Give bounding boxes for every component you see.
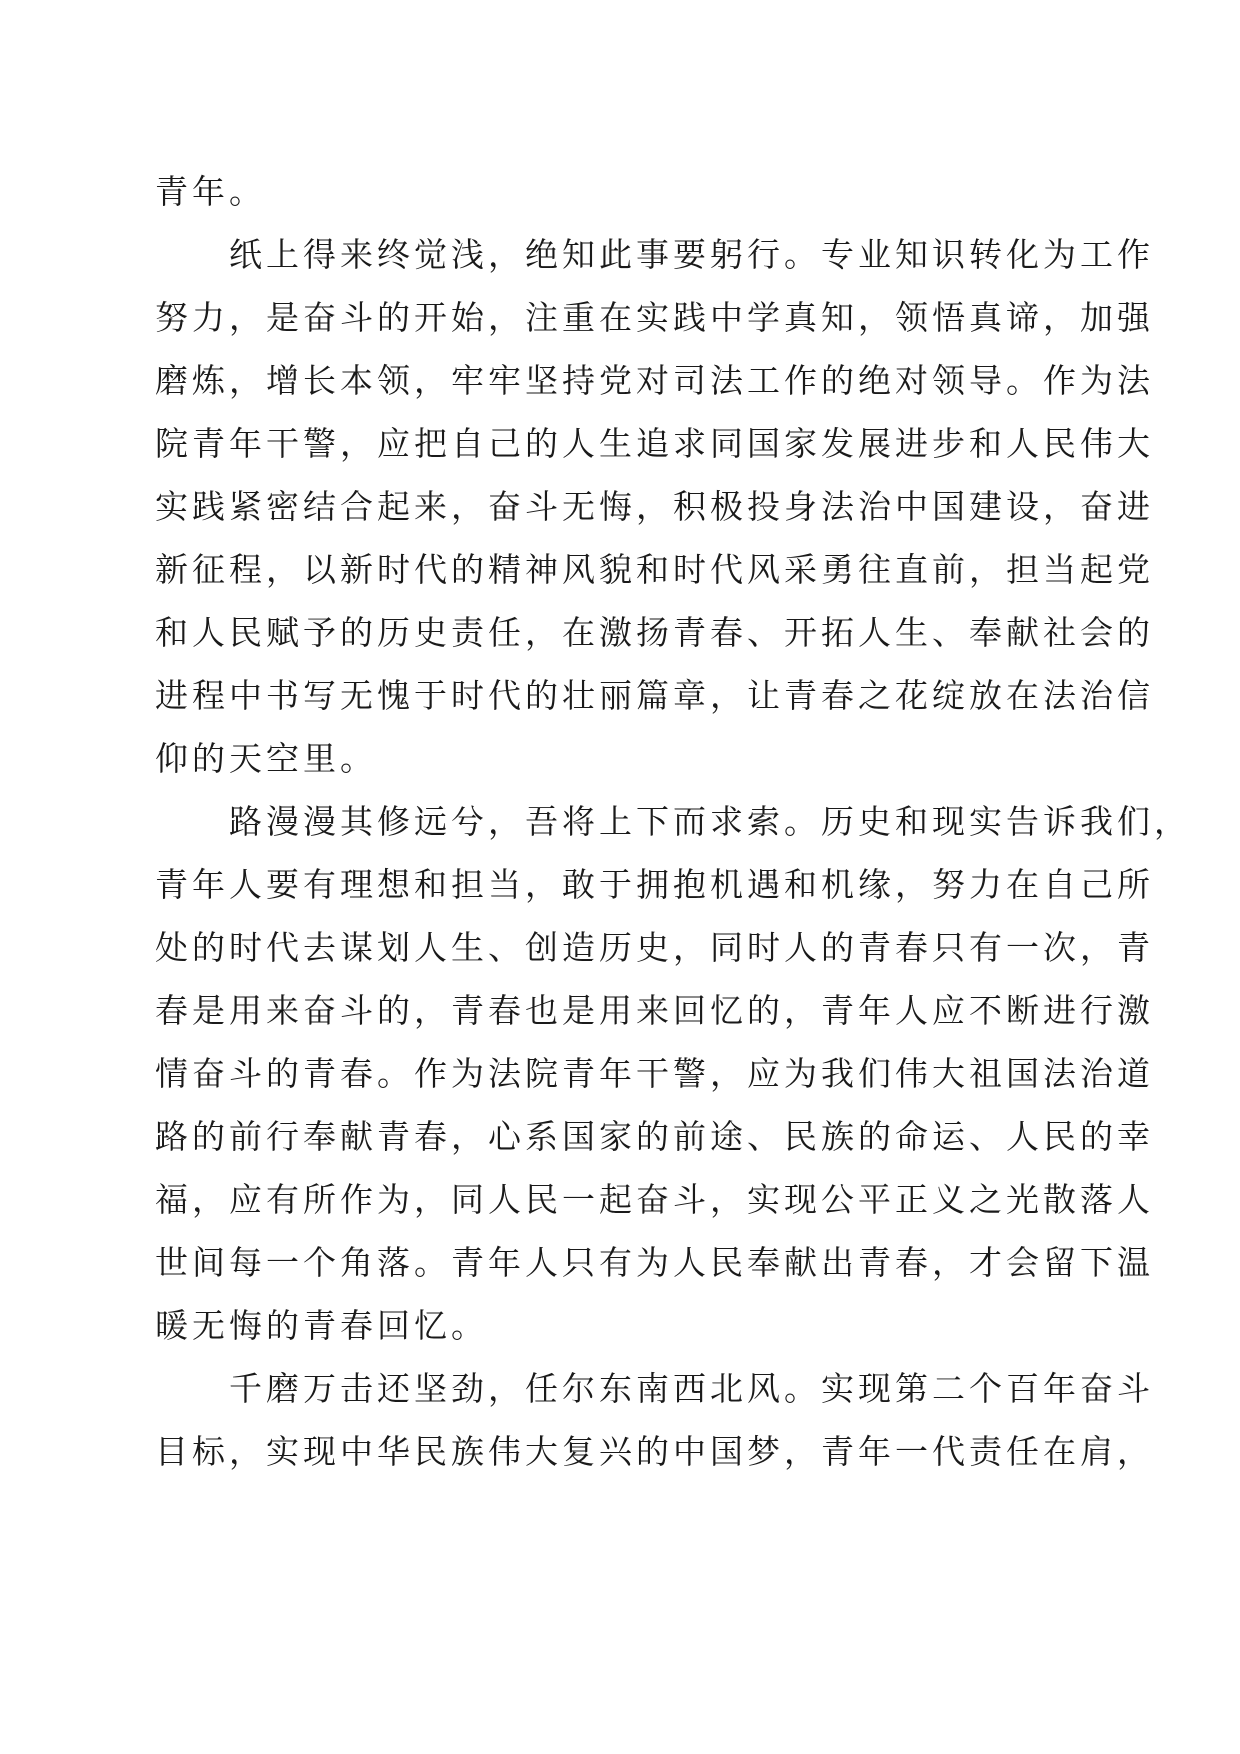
text-line: 情奋斗的青春。作为法院青年干警，应为我们伟大祖国法治道 <box>155 1054 1154 1093</box>
text-line: 青年人要有理想和担当，敢于拥抱机遇和机缘，努力在自己所 <box>155 865 1154 904</box>
document-body <box>155 160 1191 1483</box>
text-line: 新征程，以新时代的精神风貌和时代风采勇往直前，担当起党 <box>155 550 1154 589</box>
text-line: 磨炼，增长本领，牢牢坚持党对司法工作的绝对领导。作为法 <box>155 361 1154 400</box>
text-line: 路的前行奉献青春，心系国家的前途、民族的命运、人民的幸 <box>155 1117 1154 1156</box>
text-line: 院青年干警，应把自己的人生追求同国家发展进步和人民伟大 <box>155 424 1154 463</box>
text-line: 仰的天空里。 <box>155 739 377 778</box>
text-line: 和人民赋予的历史责任，在激扬青春、开拓人生、奉献社会的 <box>155 613 1154 652</box>
text-line: 努力，是奋斗的开始，注重在实践中学真知，领悟真谛，加强 <box>155 298 1154 337</box>
text-line: 进程中书写无愧于时代的壮丽篇章，让青春之花绽放在法治信 <box>155 676 1154 715</box>
text-line: 处的时代去谋划人生、创造历史，同时人的青春只有一次，青 <box>155 928 1154 967</box>
text-line: 青年。 <box>155 172 266 211</box>
text-line: 暖无悔的青春回忆。 <box>155 1306 488 1345</box>
text-line: 实践紧密结合起来，奋斗无悔，积极投身法治中国建设，奋进 <box>155 487 1154 526</box>
text-line: 路漫漫其修远兮，吾将上下而求索。历史和现实告诉我们， <box>229 802 1191 841</box>
text-line: 世间每一个角落。青年人只有为人民奉献出青春，才会留下温 <box>155 1243 1154 1282</box>
text-line: 千磨万击还坚劲，任尔东南西北风。实现第二个百年奋斗 <box>229 1369 1154 1408</box>
text-line: 目标，实现中华民族伟大复兴的中国梦，青年一代责任在肩， <box>155 1432 1154 1471</box>
text-line: 春是用来奋斗的，青春也是用来回忆的，青年人应不断进行激 <box>155 991 1154 1030</box>
text-line: 纸上得来终觉浅，绝知此事要躬行。专业知识转化为工作 <box>229 235 1154 274</box>
text-line: 福，应有所作为，同人民一起奋斗，实现公平正义之光散落人 <box>155 1180 1154 1219</box>
